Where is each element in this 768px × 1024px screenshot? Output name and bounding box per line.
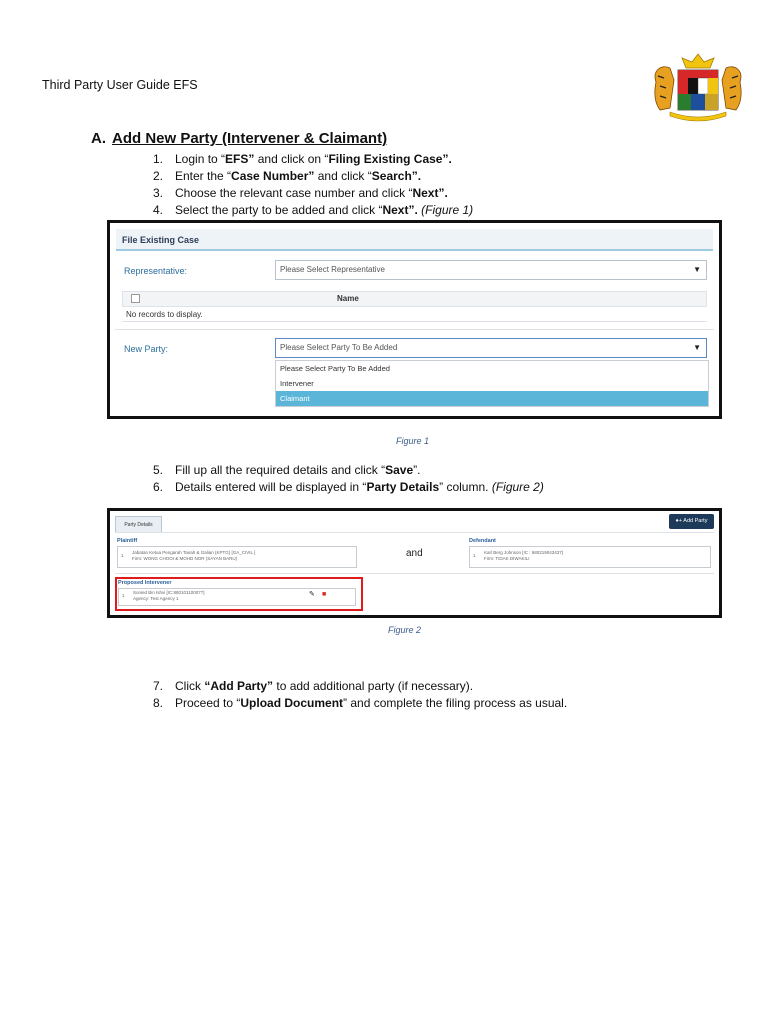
step-item: 2. Enter the “Case Number” and click “Search”. (153, 169, 422, 183)
select-all-checkbox[interactable] (131, 294, 140, 303)
step-item: 5. Fill up all the required details and click “Save”. (153, 463, 421, 477)
edit-icon[interactable]: ✎ (309, 591, 315, 598)
delete-icon[interactable]: ■ (322, 591, 327, 598)
step-item: 8. Proceed to “Upload Document” and complete the filing process as usual. (153, 696, 568, 710)
step-item: 4. Select the party to be added and click “Next”. (Figure 1) (153, 203, 474, 217)
caret-down-icon: ▼ (693, 265, 701, 274)
empty-table-row: No records to display. (122, 307, 707, 322)
intervener-record: 1 Sonied Bin Ishvi [IC:880101100077] Agency: Test Agency 1 ✎ ■ (118, 588, 356, 606)
add-party-button[interactable]: ●+ Add Party (669, 514, 714, 529)
new-party-label: New Party: (124, 344, 169, 354)
section-heading (91, 130, 387, 147)
plaintiff-record: 1 Jabatan Ketua Pengarah Tanah & Galian (KPTG) [GA_CIVIL ] Firm: WONG CHOOI & MOHD NOR (SAYAN BARU) (117, 546, 357, 568)
step-item: 6. Details entered will be displayed in “Party Details” column. (Figure 2) (153, 480, 544, 494)
step-item: 1. Login to “EFS” and click on “Filing Existing Case”. (153, 152, 452, 166)
figure-2-caption: Figure 2 (388, 625, 422, 635)
plaintiff-label: Plaintiff (117, 538, 138, 544)
option-item[interactable]: Intervener (280, 379, 314, 388)
defendant-record: 1 Karl Berg Johnson [IC : 680219043437] Firm: TIDAK DIWAKILI (469, 546, 711, 568)
defendant-label: Defendant (469, 538, 496, 544)
document-header: Third Party User Guide EFS (42, 78, 198, 92)
step-item: 7. Click “Add Party” to add additional party (if necessary). (153, 679, 474, 693)
coat-of-arms-icon (648, 52, 748, 124)
section-letter: A. (91, 130, 106, 147)
figure-2-screenshot (107, 508, 722, 618)
section-title: Add New Party (Intervener & Claimant) (112, 130, 388, 147)
panel-title: File Existing Case (116, 229, 713, 251)
caret-down-icon: ▼ (693, 343, 701, 352)
new-party-options (275, 360, 709, 407)
figure-1-screenshot (107, 220, 722, 419)
representative-label: Representative: (124, 266, 188, 276)
intervener-label: Proposed Intervener (118, 580, 172, 586)
figure-1-caption: Figure 1 (396, 436, 430, 446)
and-text: and (406, 548, 423, 559)
tab-party-details[interactable]: Party Details (115, 516, 162, 533)
option-item[interactable]: Please Select Party To Be Added (280, 364, 390, 373)
add-user-icon: ●+ (675, 518, 684, 524)
table-header: Name (122, 291, 707, 307)
representative-select[interactable]: Please Select Representative ▼ (275, 260, 707, 280)
new-party-select[interactable]: Please Select Party To Be Added ▼ (275, 338, 707, 358)
step-item: 3. Choose the relevant case number and click “Next”. (153, 186, 448, 200)
option-item-selected[interactable]: Claimant (276, 391, 708, 406)
